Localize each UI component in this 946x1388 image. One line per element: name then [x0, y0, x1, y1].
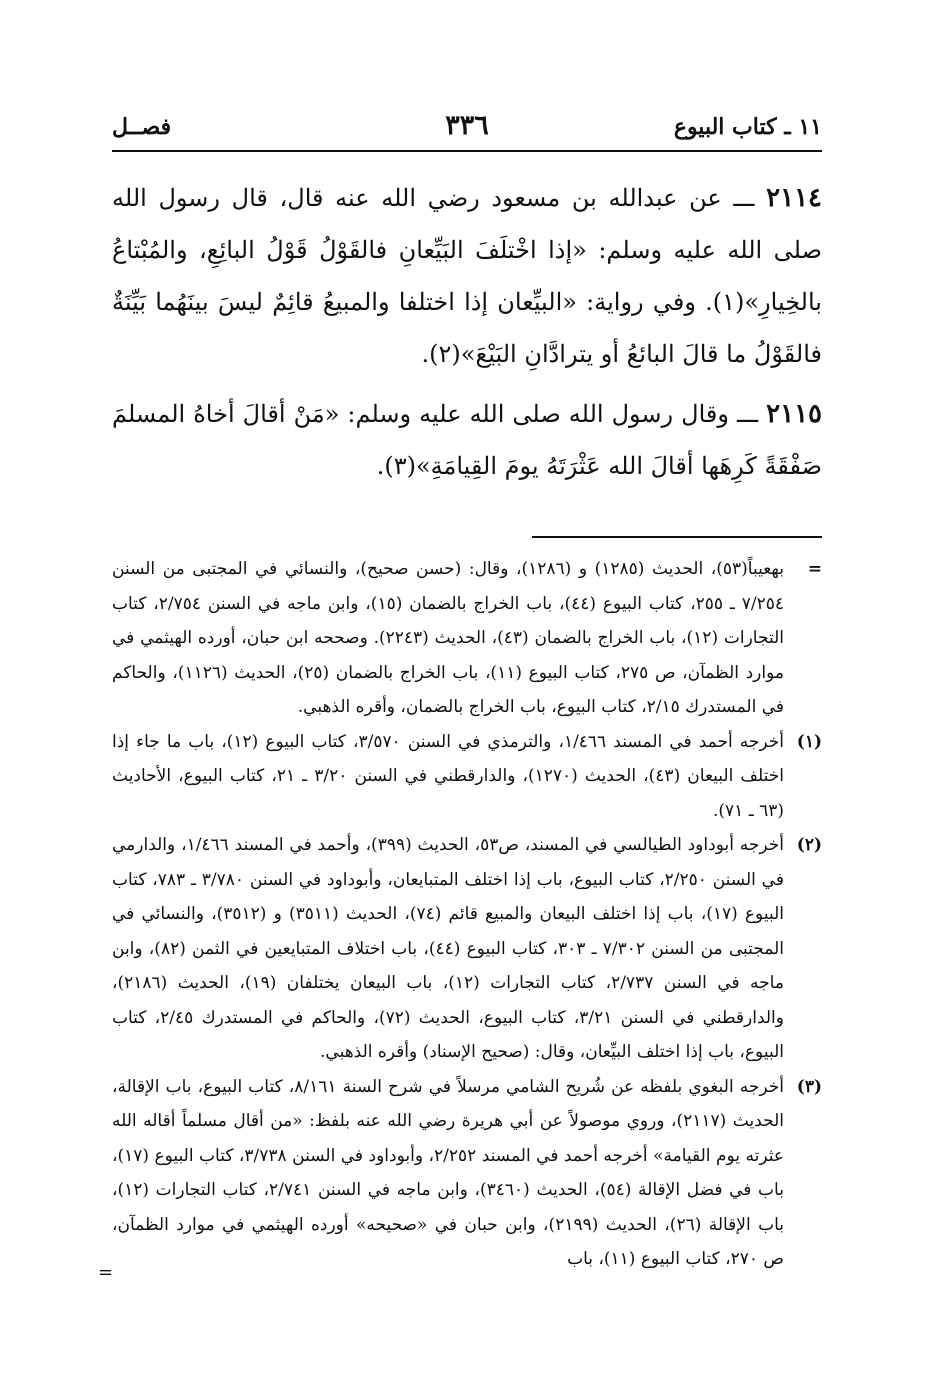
footnote-continued	[112, 552, 822, 725]
hadith-number: ٢١١٥	[766, 399, 822, 429]
section-title: فصــل	[112, 114, 172, 140]
footnote-2	[112, 828, 822, 1070]
footnote-text: بهعيباً(٥٣)، الحديث (١٢٨٥) و (١٢٨٦)، وقال: (حسن صحيح)، والنسائي في المجتبى من السنن ٧/٢٥٤ ـ ٢٥٥، كتاب البيوع (٤٤)، باب الخراج بالضمان (١٥)، وابن ماجه في السنن ٢/٧٥٤، كتاب التجارات (١٢)، باب الخراج بالضمان (٤٣)، الحديث (٢٢٤٣). وصححه ابن حبان، أورده الهيثمي في موارد الظمآن، ص ٢٧٥، كتاب البيوع (١١)، باب الخراج بالضمان (٢٥)، الحديث (١١٢٦)، والحاكم في المستدرك ٢/١٥، كتاب البيوع، باب الخراج بالضمان، وأقره الذهبي.	[112, 559, 785, 717]
main-text	[112, 172, 822, 492]
footnote-text: أخرجه أحمد في المسند ١/٤٦٦، والترمذي في السنن ٣/٥٧٠، كتاب البيوع (١٢)، باب ما جاء إذا اختلف البيعان (٤٣)، الحديث (١٢٧٠)، والدارقطني في السنن ٣/٢٠ ـ ٢١، كتاب البيوع، الأحاديث (٦٣ ـ ٧١).	[112, 731, 784, 821]
hadith-text: ـــ وقال رسول الله صلى الله عليه وسلم: «مَنْ أقالَ أخاهُ المسلمَ صَفْقَةً كَرِهَها أقالَ الله عَثْرَتَهُ يومَ القِيامَةِ»(٣).	[112, 400, 822, 480]
hadith-2115	[112, 388, 822, 492]
footnote-marker: =	[807, 559, 822, 579]
footnote-text: أخرجه أبوداود الطيالسي في المسند، ص٥٣، الحديث (٣٩٩)، وأحمد في المسند ١/٤٦٦، والدارمي في السنن ٢/٢٥٠، كتاب البيوع، باب إذا اختلف المتبايعان، وأبوداود في السنن ٣/٧٨٠ ـ ٧٨٣، كتاب البيوع (١٧)، باب إذا اختلف البيعان والمبيع قائم (٧٤)، الحديث (٣٥١١) و (٣٥١٢)، والنسائي في المجتبى من السنن ٧/٣٠٢ ـ ٣٠٣، كتاب البيوع (٤٤)، باب اختلاف المتبايعين في الثمن (٨٢)، وابن ماجه في السنن ٢/٧٣٧، كتاب التجارات (١٢)، باب البيعان يختلفان (١٩)، الحديث (٢١٨٦)، والدارقطني في السنن ٣/٢١، كتاب البيوع، الحديث (٧٢)، والحاكم في المستدرك ٢/٤٥، كتاب البيوع، باب إذا اختلف البيِّعان، وقال: (صحيح الإسناد) وأقره الذهبي.	[112, 835, 784, 1062]
footnote-marker: (١)	[796, 731, 822, 752]
hadith-text: ـــ عن عبدالله بن مسعود رضي الله عنه قال، قال رسول الله صلى الله عليه وسلم: «إذا اخْتلَفَ البَيِّعانِ فالقَوْلُ قَوْلُ البائِعِ، والمُبْتاعُ بالخِيارِ»(١). وفي رواية: «البيِّعان إذا اختلفا والمبيعُ قائِمٌ ليسَ بينَهُما بَيِّنَةٌ فالقَوْلُ ما قالَ البائعُ أو يترادَّانِ البَيْعَ»(٢).	[112, 184, 822, 368]
continuation-mark: =	[98, 1262, 114, 1283]
footnote-marker: (٢)	[796, 835, 822, 855]
chapter-title: ١١ ـ كتاب البيوع	[673, 114, 822, 140]
footnote-text: أخرجه البغوي بلفظه عن شُريح الشامي مرسلاً في شرح السنة ٨/١٦١، كتاب البيوع، باب الإقالة، الحديث (٢١١٧)، وروي موصولاً عن أبي هريرة رضي الله عنه بلفظ: «من أقال مسلماً أقاله الله عثرته يوم القيامة» أخرجه أحمد في المسند ٢/٢٥٢، وأبوداود في السنن ٣/٧٣٨، كتاب البيوع (١٧)، باب في فضل الإقالة (٥٤)، الحديث (٣٤٦٠)، وابن ماجه في السنن ٢/٧٤١، كتاب التجارات (١٢)، باب الإقالة (٢٦)، الحديث (٢١٩٩)، وابن حبان في «صحيحه» أورده الهيثمي في موارد الظمآن، ص ٢٧٠، كتاب البيوع (١١)، باب	[112, 1076, 785, 1269]
page	[112, 108, 822, 1277]
footnote-1	[112, 725, 822, 829]
hadith-number: ٢١١٤	[766, 183, 822, 213]
page-number: ٣٣٦	[445, 110, 489, 141]
running-header	[112, 108, 822, 152]
hadith-2114	[112, 172, 822, 380]
footnote-3	[112, 1070, 822, 1277]
footnote-marker: (٣)	[796, 1076, 822, 1097]
footnote-separator	[532, 536, 822, 538]
footnotes	[112, 552, 822, 1277]
